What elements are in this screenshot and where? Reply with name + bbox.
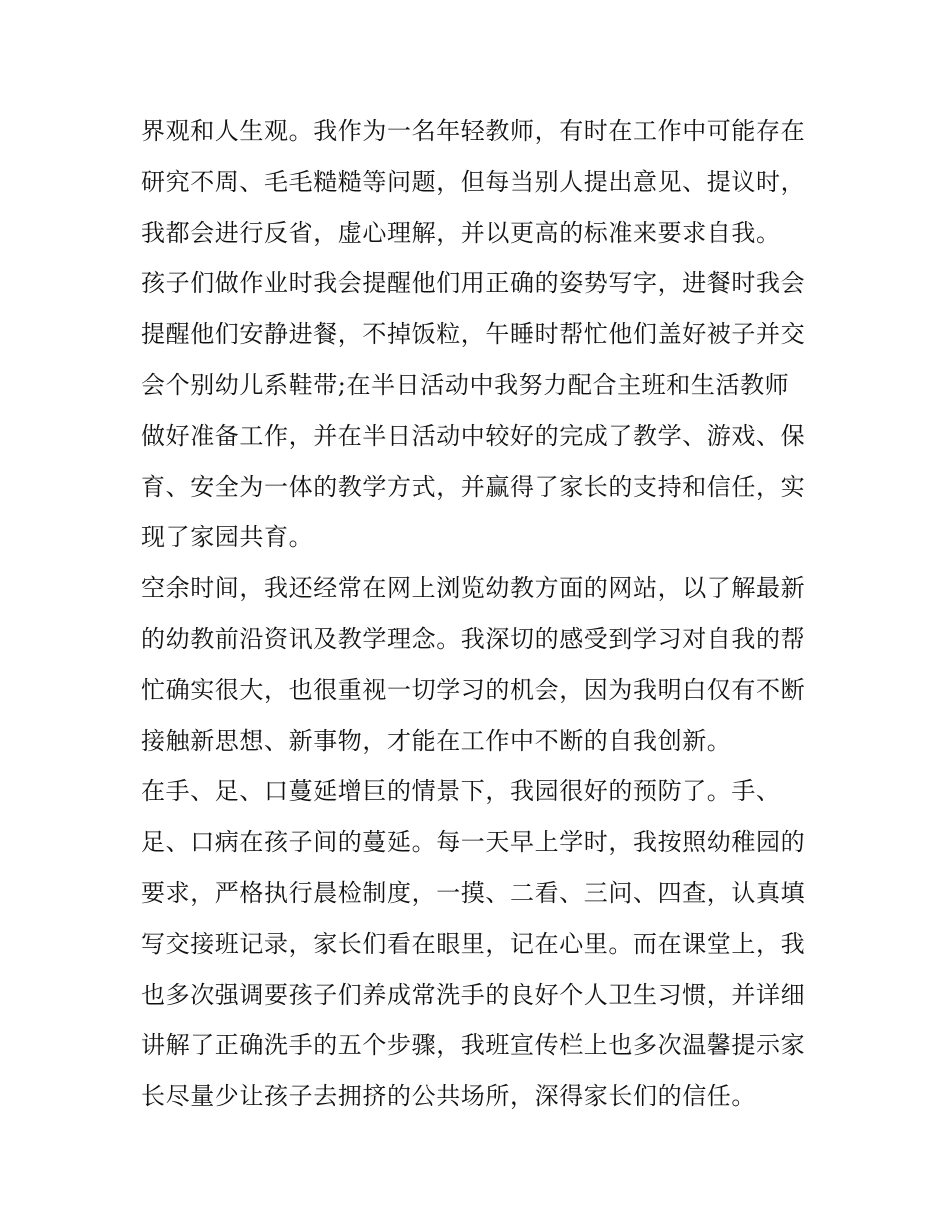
text-line: 空余时间，我还经常在网上浏览幼教方面的网站，以了解最新 [141, 574, 806, 603]
text-line: 在手、足、口蔓延增巨的情景下，我园很好的预防了。手、 [141, 777, 781, 806]
text-line: 我都会进行反省，虚心理解，并以更高的标准来要求自我。 [141, 218, 781, 247]
text-line: 的幼教前沿资讯及教学理念。我深切的感受到学习对自我的帮 [141, 624, 806, 653]
text-line: 提醒他们安静进餐，不掉饭粒，午睡时帮忙他们盖好被子并交 [141, 320, 806, 349]
text-line: 界观和人生观。我作为一名年轻教师，有时在工作中可能存在 [141, 117, 806, 145]
text-line: 忙确实很大，也很重视一切学习的机会，因为我明白仅有不断 [141, 675, 806, 704]
text-line: 孩子们做作业时我会提醒他们用正确的姿势写字，进餐时我会 [141, 269, 806, 298]
text-line: 写交接班记录，家长们看在眼里，记在心里。而在课堂上，我 [141, 929, 806, 958]
text-line: 讲解了正确洗手的五个步骤，我班宣传栏上也多次温馨提示家 [141, 1031, 806, 1060]
text-line: 也多次强调要孩子们养成常洗手的良好个人卫生习惯，并详细 [141, 980, 806, 1009]
text-line: 会个别幼儿系鞋带;在半日活动中我努力配合主班和生活教师 [141, 370, 790, 399]
text-line: 要求，严格执行晨检制度，一摸、二看、三问、四查，认真填 [141, 878, 806, 907]
text-line: 足、口病在孩子间的蔓延。每一天早上学时，我按照幼稚园的 [141, 828, 806, 857]
text-line: 长尽量少让孩子去拥挤的公共场所，深得家长们的信任。 [141, 1082, 756, 1111]
text-line: 做好准备工作，并在半日活动中较好的完成了教学、游戏、保 [141, 421, 806, 450]
document-body [141, 106, 821, 1122]
text-line: 现了家园共育。 [141, 523, 314, 552]
text-line: 育、安全为一体的教学方式，并赢得了家长的支持和信任，实 [141, 472, 806, 501]
text-line: 研究不周、毛毛糙糙等问题，但每当别人提出意见、提议时， [141, 167, 806, 196]
text-line: 接触新思想、新事物，才能在工作中不断的自我创新。 [141, 726, 732, 755]
